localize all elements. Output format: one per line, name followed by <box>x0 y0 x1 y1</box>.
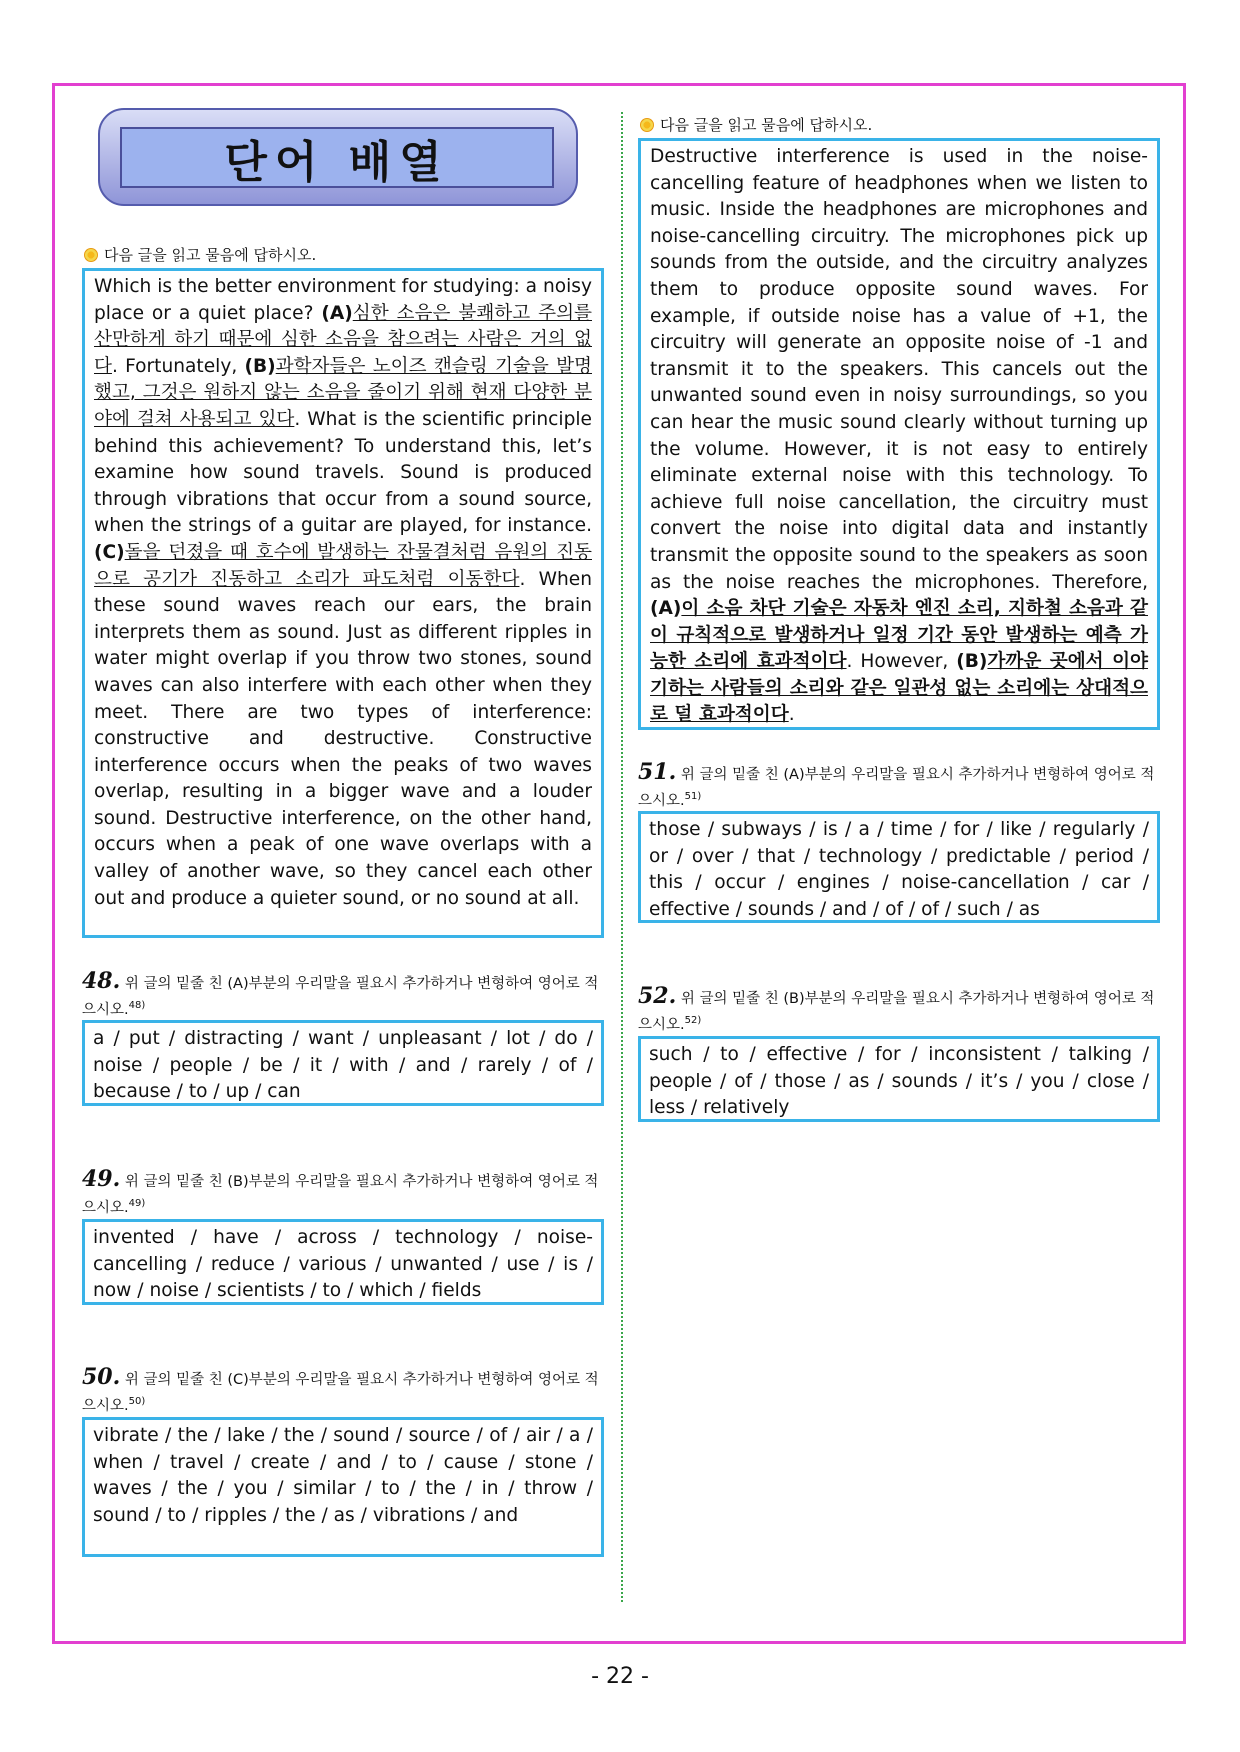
word-list: such / to / effective / for / inconsistent / talking / people / of / those / as / sounds / it’s / you / close / less / relatively <box>649 1044 1149 1119</box>
instruction-text: 다음 글을 읽고 물음에 답하시오. <box>660 116 873 134</box>
label-a: (A) <box>321 302 353 324</box>
label-b: (B) <box>956 651 988 673</box>
underline-b: 과학자들은 노이즈 캔슬링 기술을 발명했고, 그것은 원하지 않는 소음을 줄이기 위해 현재 다양한 분야에 걸쳐 사용되고 있다 <box>94 355 592 430</box>
instruction-text: 다음 글을 읽고 물음에 답하시오. <box>104 246 317 264</box>
question-text: 위 글의 밑줄 친 (B)부분의 우리말을 필요시 추가하거나 변형하여 영어로 적으시오. <box>638 991 1155 1033</box>
word-box-51 <box>638 811 1160 923</box>
passage-text: . When these sound waves reach our ears, the brain interprets them as sound. Just as different ripples in water might overlap if you throw two stones, sound waves can also interfere with each other when they meet. There are two types of interference: constructive and destructive. Constructive interference occurs when the peaks of two waves overlap, resulting in a bigger wave and a louder sound. Destructive interference, on the other hand, occurs when a peak of one wave overlaps with a valley of another wave, so they cancel each other out and produce a quieter sound, or no sound at all. <box>94 568 592 909</box>
underline-c: 돌을 던졌을 때 호수에 발생하는 잔물결처럼 음원의 진동으로 공기가 진동하고 소리가 파도처럼 이동한다 <box>94 541 592 590</box>
passage-text: . However, <box>846 651 957 673</box>
question-number: 52. <box>638 983 677 1009</box>
page-title: 단어 배열 <box>224 136 450 188</box>
flower-icon <box>640 118 654 132</box>
footnote-ref: 51) <box>684 791 702 802</box>
question-number: 49. <box>82 1166 121 1192</box>
question-52 <box>638 985 1160 1036</box>
instruction-left <box>84 244 316 265</box>
footnote-ref: 52) <box>684 1015 702 1026</box>
column-divider <box>621 112 623 1602</box>
word-list: invented / have / across / technology / noise-cancelling / reduce / various / unwanted / use / is / now / noise / scientists / to / which / fields <box>93 1227 593 1302</box>
passage-text: . <box>788 704 795 726</box>
question-number: 50. <box>82 1364 121 1390</box>
footnote-ref: 50) <box>128 1396 146 1407</box>
question-number: 48. <box>82 968 121 994</box>
passage-2 <box>638 138 1160 730</box>
passage-text: . What is the scientific principle behind this achievement? To understand this, let’s examine how sound travels. Sound is produced through vibrations that occur from a sound source, when the strings of a guitar are played, for instance. <box>94 408 592 537</box>
word-box-48 <box>82 1020 604 1106</box>
question-51 <box>638 761 1160 812</box>
passage-text: . Fortunately, <box>111 355 245 377</box>
word-list: vibrate / the / lake / the / sound / source / of / air / a / when / travel / create / and / to / cause / stone / waves / the / you / similar / to / the / in / throw / sound / to / ripples / the / as / vibrations / and <box>93 1425 593 1526</box>
question-49 <box>82 1168 604 1219</box>
question-text: 위 글의 밑줄 친 (C)부분의 우리말을 필요시 추가하거나 변형하여 영어로 적으시오. <box>82 1372 599 1414</box>
passage-1 <box>82 268 604 938</box>
passage-text: Destructive interference is used in the noise-cancelling feature of headphones when we listen to music. Inside the headphones are microphones and noise-cancelling circuitry. The microphones pick up sounds from the outside, and the circuitry analyzes them to produce opposite sound waves. For example, if outside noise has a value of +1, the circuitry will generate an opposite noise of -1 and transmit it to the speakers. This cancels out the unwanted sound even in noisy surroundings, so you can hear the music sound clearly without turning up the volume. However, it is not easy to entirely eliminate external noise with this technology. To achieve full noise cancellation, the circuitry must convert the noise into digital data and instantly transmit the opposite sound to the speakers as soon as the noise reaches the microphones. Therefore, <box>650 146 1148 593</box>
underline-b: 가까운 곳에서 이야기하는 사람들의 소리와 같은 일관성 없는 소리에는 상대적으로 덜 효과적이다 <box>650 651 1149 726</box>
question-48 <box>82 970 604 1021</box>
label-a: (A) <box>650 598 682 620</box>
word-box-50 <box>82 1417 604 1557</box>
footnote-ref: 48) <box>128 1000 146 1011</box>
underline-a: 이 소음 차단 기술은 자동차 엔진 소리, 지하철 소음과 같이 규칙적으로 발생하거나 일정 기간 동안 발생하는 예측 가능한 소리에 효과적이다 <box>650 598 1148 673</box>
footnote-ref: 49) <box>128 1198 146 1209</box>
question-text: 위 글의 밑줄 친 (A)부분의 우리말을 필요시 추가하거나 변형하여 영어로 적으시오. <box>638 767 1155 809</box>
flower-icon <box>84 248 98 262</box>
word-box-52 <box>638 1036 1160 1122</box>
word-box-49 <box>82 1219 604 1305</box>
page-number: - 22 - <box>591 1664 649 1689</box>
question-text: 위 글의 밑줄 친 (B)부분의 우리말을 필요시 추가하거나 변형하여 영어로 적으시오. <box>82 1174 599 1216</box>
question-50 <box>82 1366 604 1417</box>
label-b: (B) <box>244 355 276 377</box>
title-box <box>120 127 554 188</box>
word-list: those / subways / is / a / time / for / like / regularly / or / over / that / technology / predictable / period / this / occur / engines / noise-cancellation / car / effective / sounds / and / of / of / such / as <box>649 819 1149 920</box>
underline-a: 심한 소음은 불쾌하고 주의를 산만하게 하기 때문에 심한 소음을 참으려는 사람은 거의 없다 <box>94 302 592 377</box>
question-number: 51. <box>638 759 677 785</box>
label-c: (C) <box>94 541 125 563</box>
instruction-right <box>640 114 872 135</box>
question-text: 위 글의 밑줄 친 (A)부분의 우리말을 필요시 추가하거나 변형하여 영어로 적으시오. <box>82 976 599 1018</box>
passage-text: Which is the better environment for studying: a noisy place or a quiet place? <box>94 276 592 324</box>
word-list: a / put / distracting / want / unpleasant / lot / do / noise / people / be / it / with / and / rarely / of / because / to / up / can <box>93 1028 593 1103</box>
